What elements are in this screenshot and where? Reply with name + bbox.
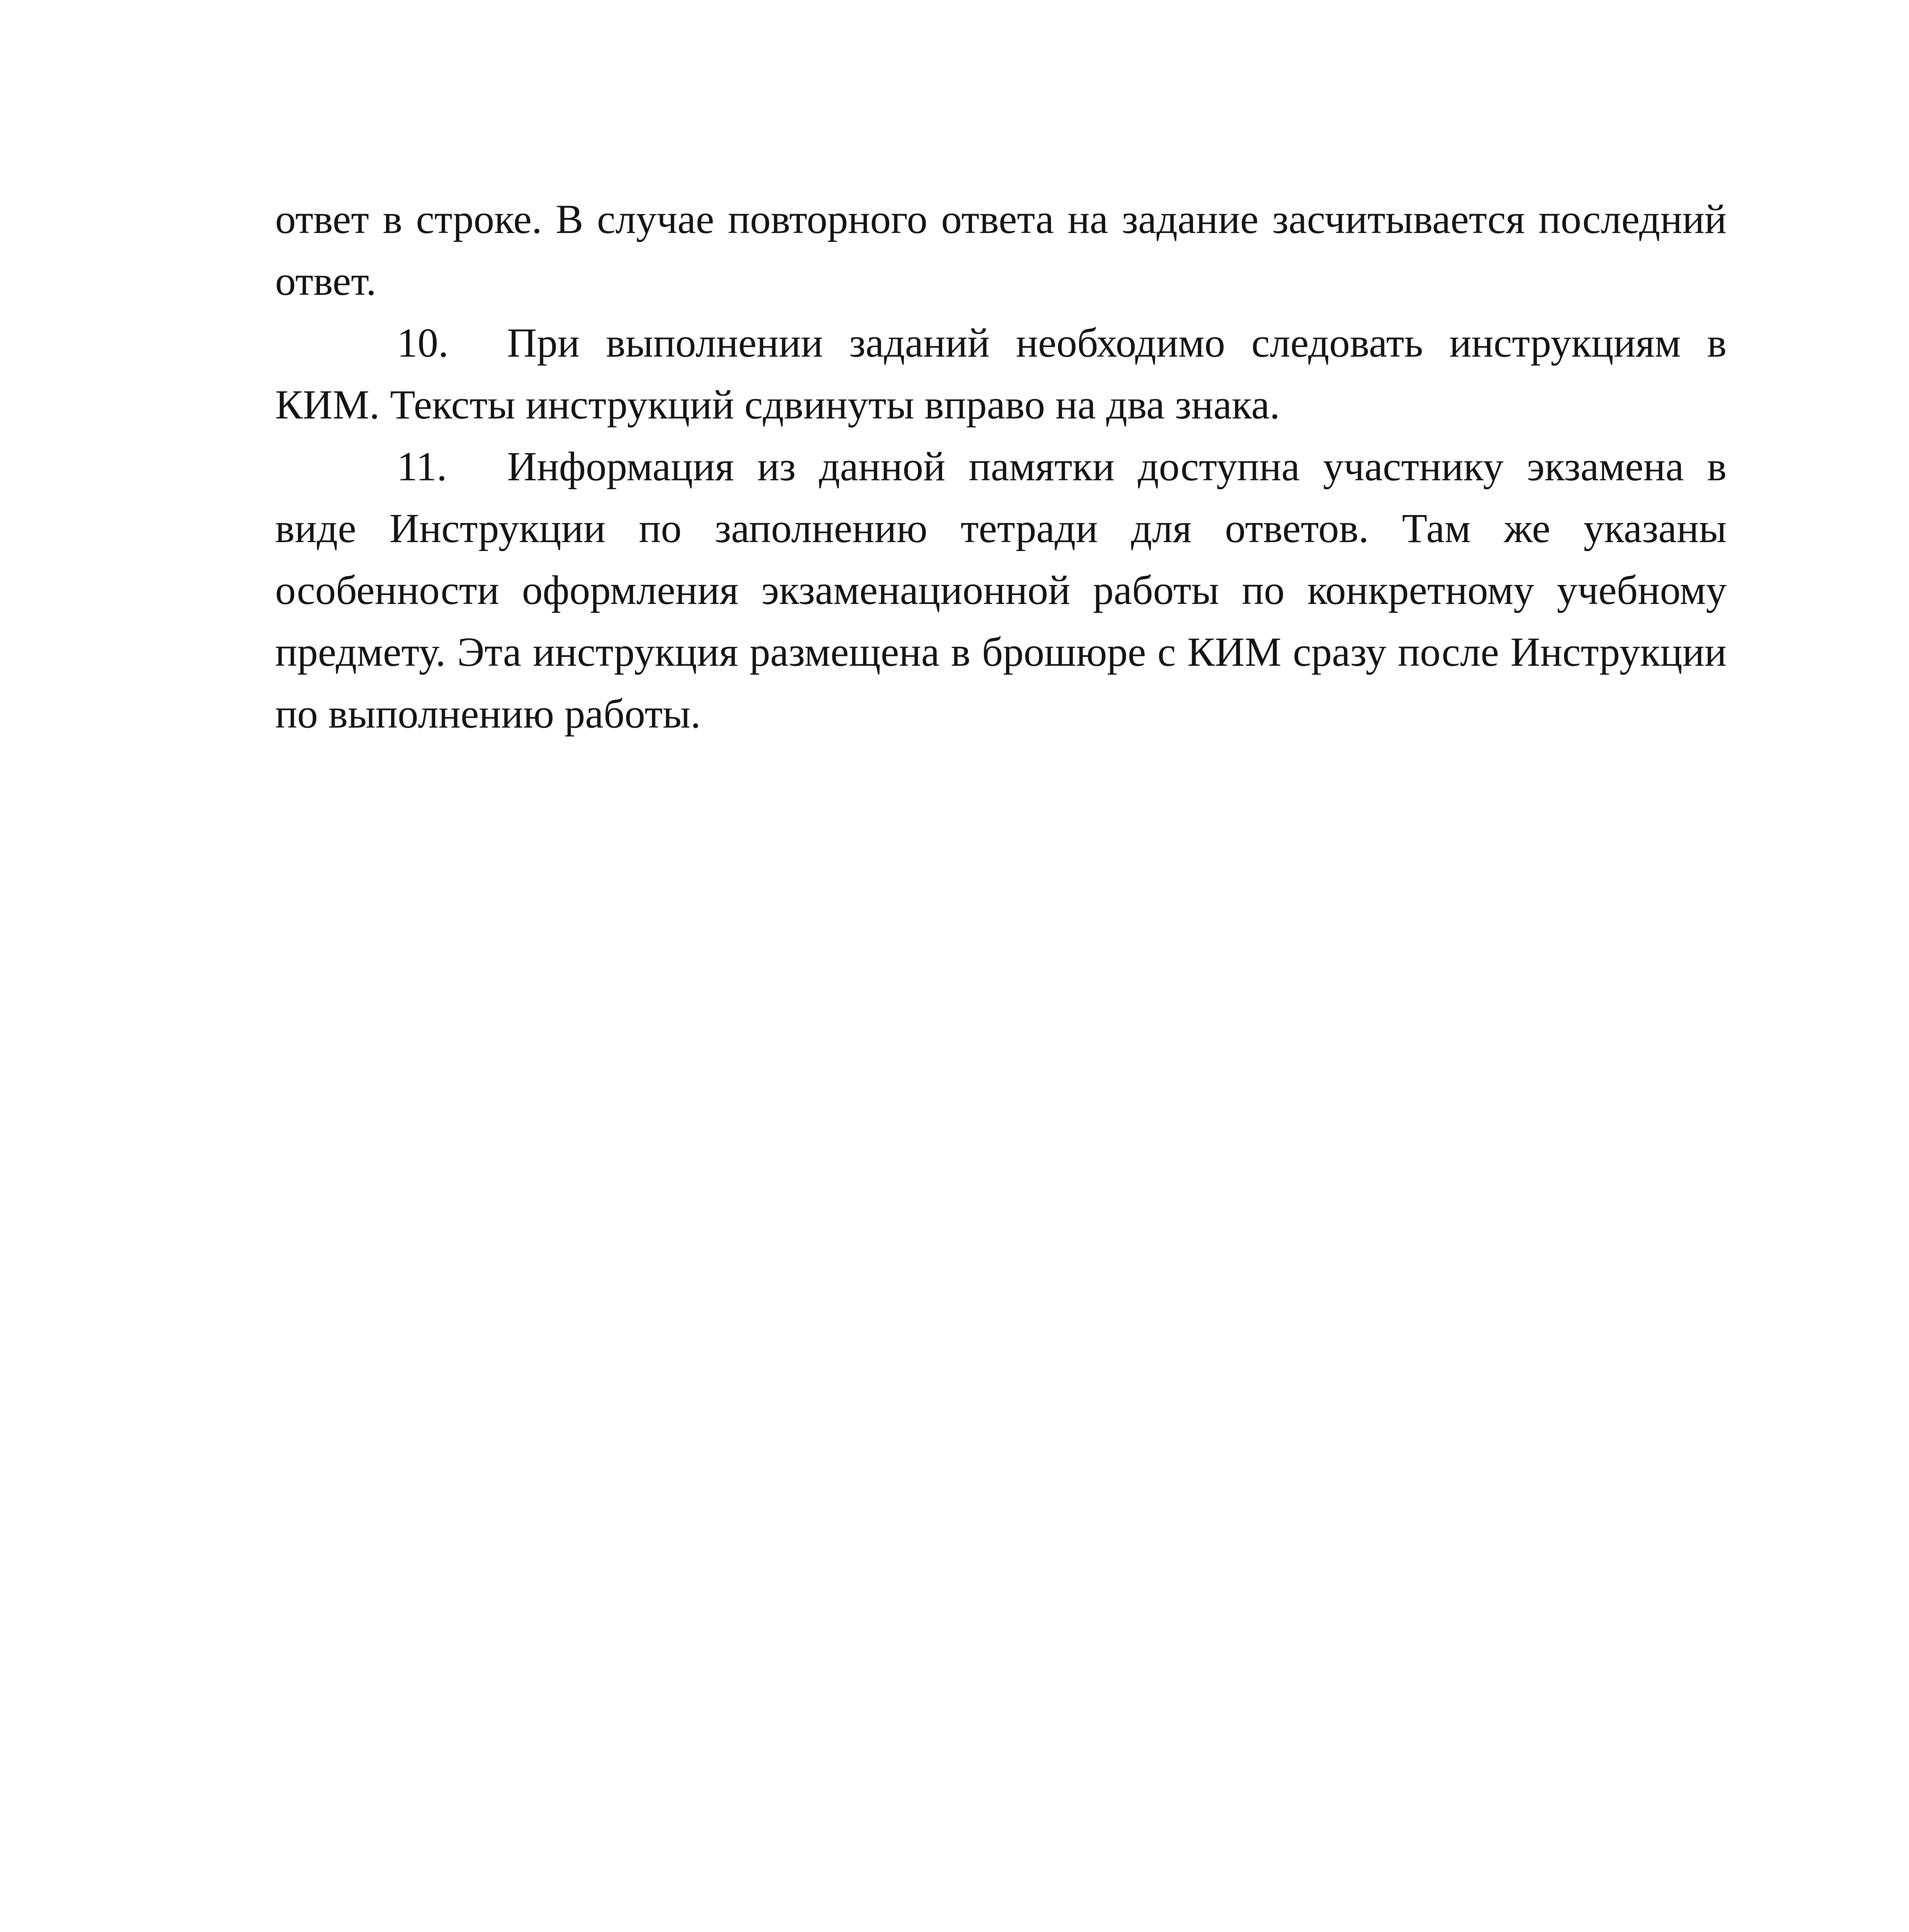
- paragraph-text: ответ в строке. В случае повторного ответа на задание засчитывается последний ответ.: [275, 197, 1727, 304]
- document-body: [275, 189, 1727, 745]
- paragraph-text: Информация из данной памятки доступна участнику экзамена в виде Инструкции по заполнению тетради для ответов. Там же указаны особенности оформления экзаменационной работы по конкретному учебному предмету. Эта инструкция размещена в брошюре с КИМ сразу после Инструкции по выполнению работы.: [275, 444, 1727, 737]
- paragraph-text: При выполнении заданий необходимо следовать инструкциям в КИМ. Тексты инструкций сдвинуты вправо на два знака.: [275, 320, 1727, 428]
- paragraph-item-10: [275, 312, 1727, 436]
- paragraph-continuation: [275, 189, 1727, 312]
- paragraph-number: 11.: [397, 444, 447, 490]
- paragraph-item-11: [275, 436, 1727, 745]
- paragraph-number: 10.: [397, 320, 449, 366]
